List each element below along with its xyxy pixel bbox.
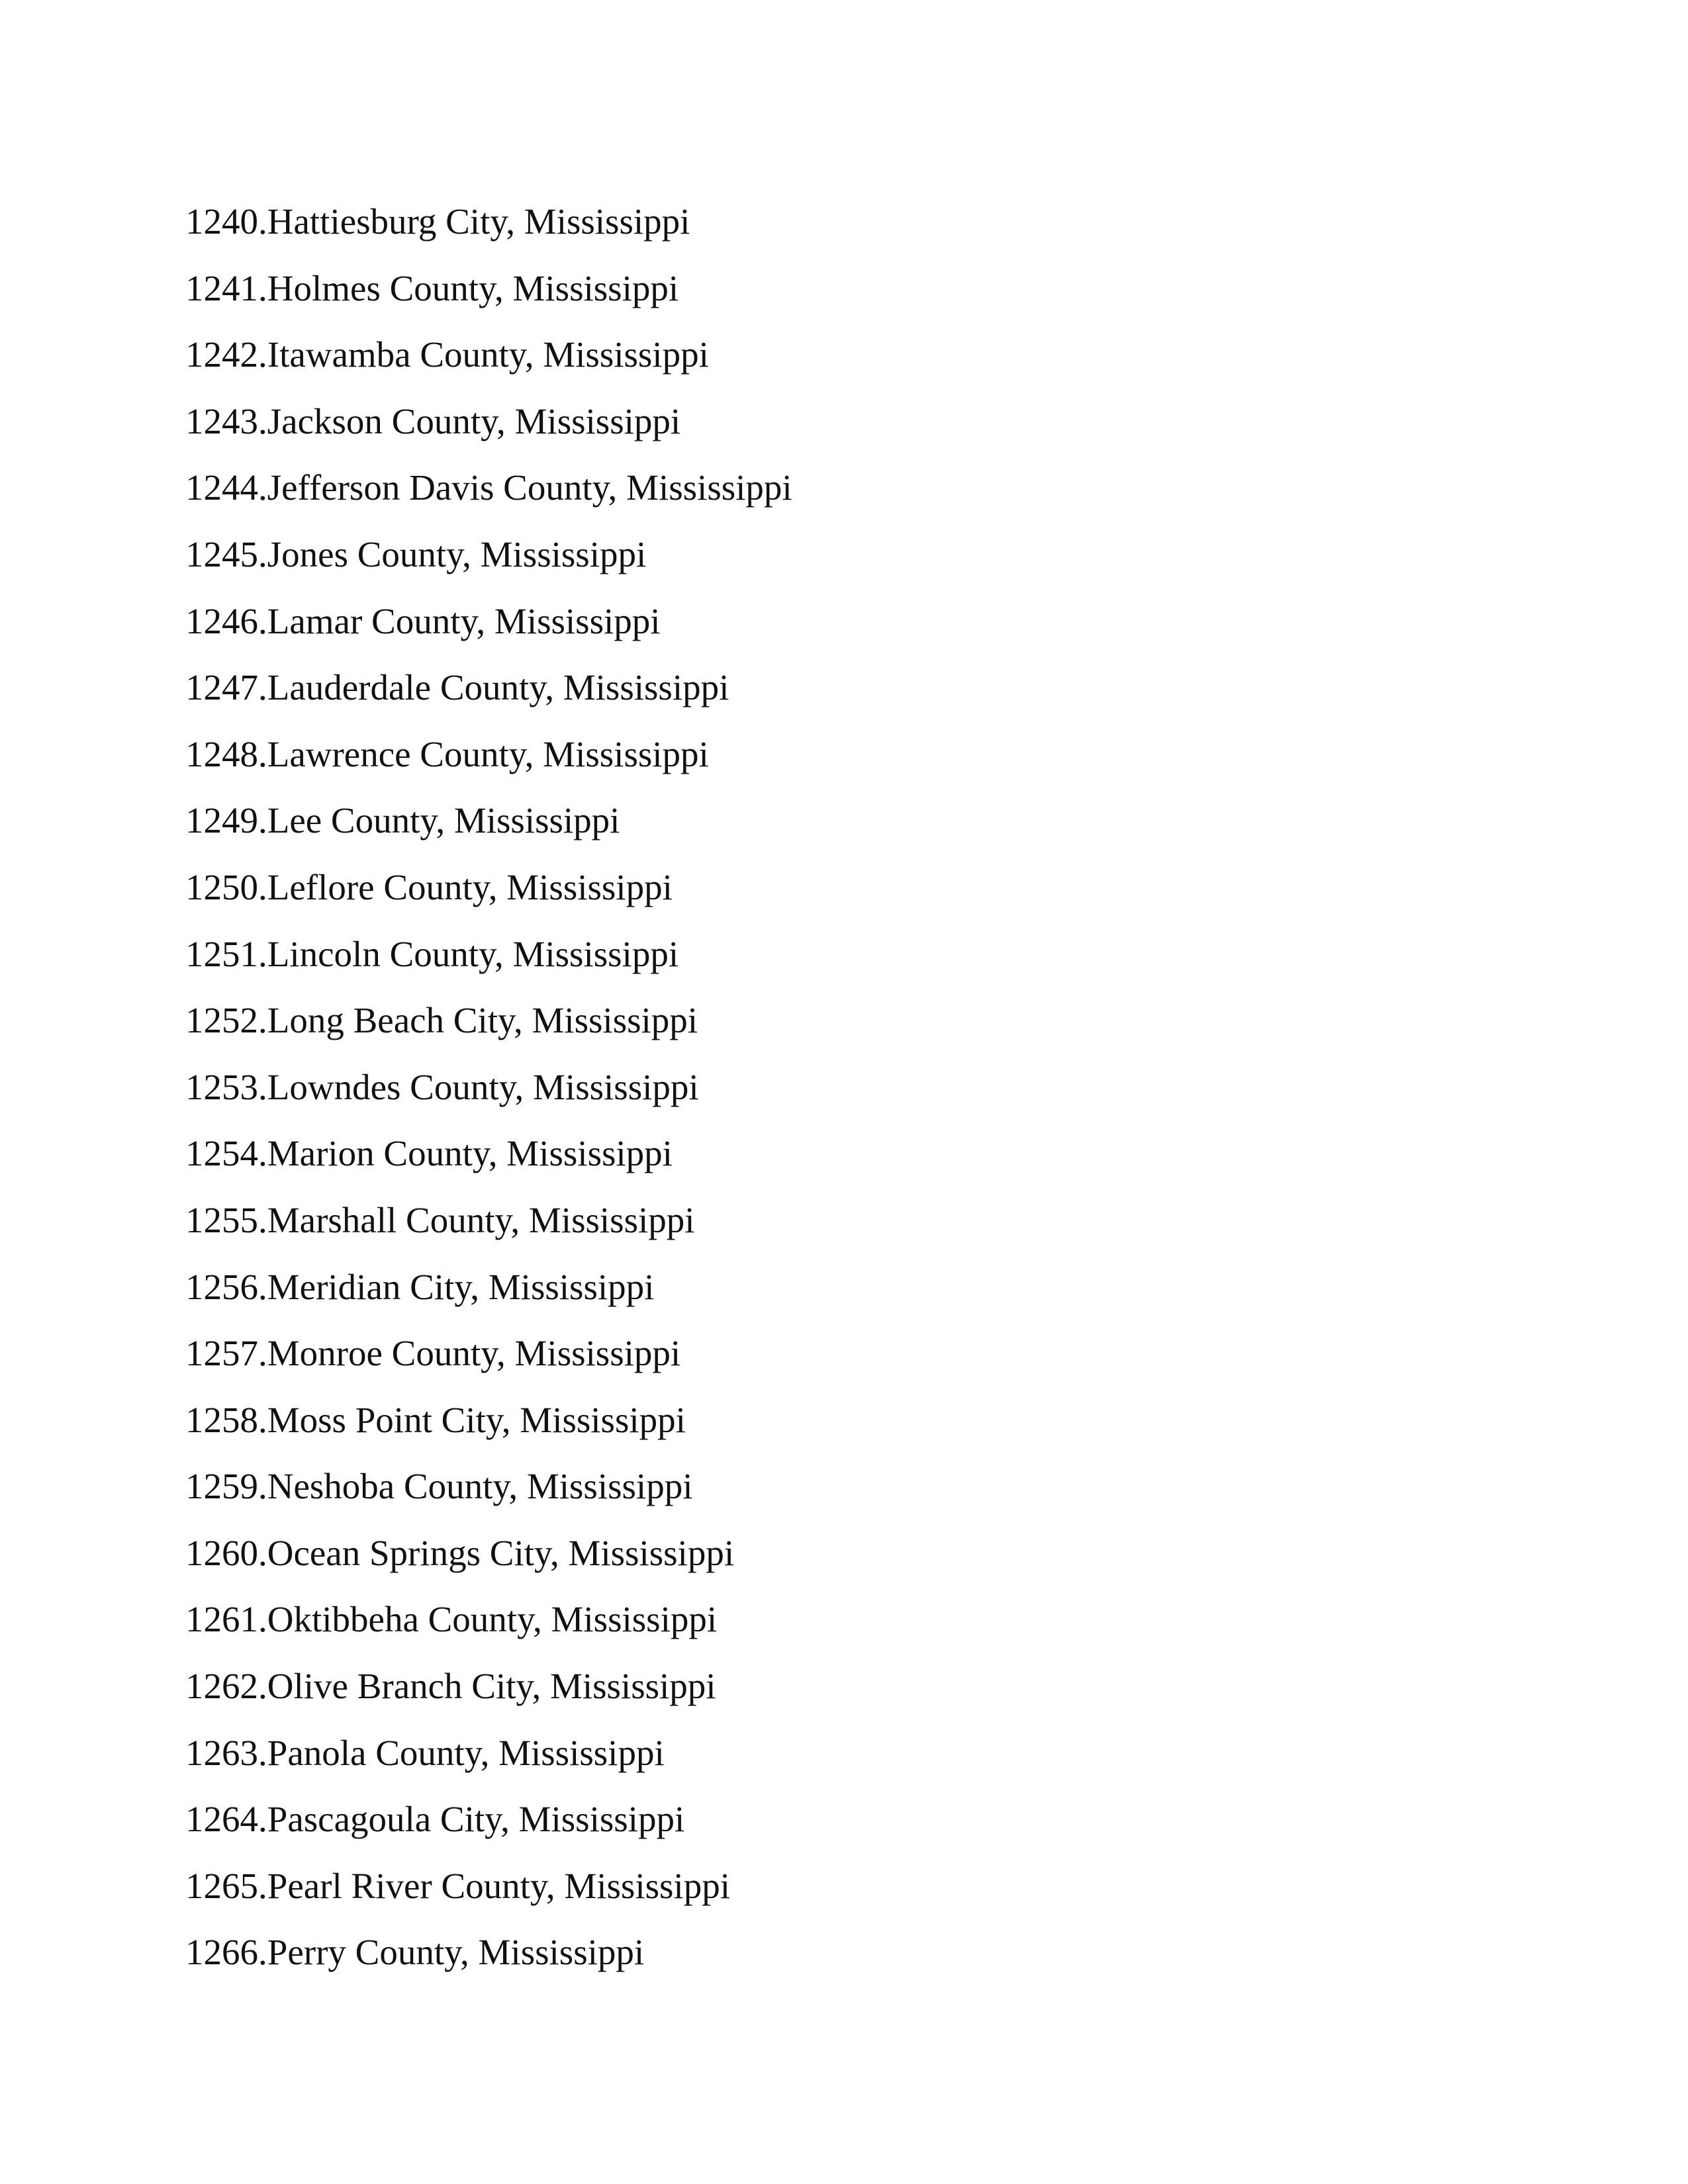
list-item — [185, 1461, 792, 1527]
list-item — [185, 995, 792, 1062]
list-item-name: Jefferson Davis County, Mississippi — [267, 467, 792, 508]
list-item-number: 1244. — [185, 467, 267, 508]
list-item-name: Marshall County, Mississippi — [267, 1199, 695, 1240]
list-item — [185, 1328, 792, 1394]
list-item-name: Meridian City, Mississippi — [267, 1266, 655, 1307]
list-item — [185, 1062, 792, 1128]
list-item-number: 1259. — [185, 1466, 267, 1507]
list-item-number: 1258. — [185, 1399, 267, 1440]
list-item-name: Lowndes County, Mississippi — [267, 1066, 699, 1107]
list-item-number: 1262. — [185, 1666, 267, 1707]
list-item-name: Holmes County, Mississippi — [267, 267, 679, 308]
list-item — [185, 1394, 792, 1461]
list-item-name: Lincoln County, Mississippi — [267, 933, 679, 974]
list-item-name: Marion County, Mississippi — [267, 1133, 673, 1174]
list-item-number: 1245. — [185, 533, 267, 574]
list-item-number: 1251. — [185, 933, 267, 974]
list-item-name: Jackson County, Mississippi — [267, 400, 681, 441]
list-item-number: 1243. — [185, 400, 267, 441]
list-item-name: Long Beach City, Mississippi — [267, 1000, 698, 1041]
list-item-name: Monroe County, Mississippi — [267, 1333, 681, 1374]
list-item — [185, 1661, 792, 1727]
list-item — [185, 329, 792, 396]
list-item-number: 1265. — [185, 1865, 267, 1906]
list-item-number: 1247. — [185, 667, 267, 708]
list-item-number: 1240. — [185, 201, 267, 242]
list-item — [185, 1860, 792, 1927]
list-item — [185, 662, 792, 729]
list-item-name: Moss Point City, Mississippi — [267, 1399, 686, 1440]
list-item-name: Jones County, Mississippi — [267, 533, 647, 574]
list-item — [185, 596, 792, 662]
list-item-name: Lee County, Mississippi — [267, 800, 620, 841]
list-item-name: Pascagoula City, Mississippi — [267, 1799, 685, 1840]
list-item-name: Hattiesburg City, Mississippi — [267, 201, 690, 242]
list-item-number: 1264. — [185, 1799, 267, 1840]
list-item-number: 1242. — [185, 334, 267, 375]
list-item-number: 1250. — [185, 866, 267, 907]
jurisdiction-list — [185, 196, 792, 1993]
list-item-number: 1254. — [185, 1133, 267, 1174]
list-item-number: 1252. — [185, 1000, 267, 1041]
list-item — [185, 795, 792, 862]
list-item — [185, 862, 792, 929]
list-item — [185, 396, 792, 463]
list-item — [185, 1128, 792, 1195]
list-item-number: 1256. — [185, 1266, 267, 1307]
list-item-name: Neshoba County, Mississippi — [267, 1466, 693, 1507]
list-item-number: 1246. — [185, 600, 267, 641]
list-item — [185, 196, 792, 263]
list-item-name: Oktibbeha County, Mississippi — [267, 1599, 718, 1640]
list-item-number: 1249. — [185, 800, 267, 841]
list-item — [185, 1195, 792, 1261]
list-item — [185, 1927, 792, 1993]
list-item — [185, 263, 792, 330]
list-item-number: 1266. — [185, 1932, 267, 1973]
list-item — [185, 1727, 792, 1794]
list-item-number: 1255. — [185, 1199, 267, 1240]
list-item-number: 1248. — [185, 733, 267, 774]
list-item-name: Pearl River County, Mississippi — [267, 1865, 730, 1906]
list-item — [185, 729, 792, 796]
list-item — [185, 1527, 792, 1594]
list-item-name: Leflore County, Mississippi — [267, 866, 673, 907]
list-item-number: 1263. — [185, 1732, 267, 1773]
list-item-name: Panola County, Mississippi — [267, 1732, 665, 1773]
list-item — [185, 1261, 792, 1328]
list-item-number: 1241. — [185, 267, 267, 308]
list-item-number: 1257. — [185, 1333, 267, 1374]
list-item — [185, 929, 792, 995]
list-item-name: Olive Branch City, Mississippi — [267, 1666, 716, 1707]
list-item-name: Itawamba County, Mississippi — [267, 334, 709, 375]
list-item-number: 1253. — [185, 1066, 267, 1107]
list-item-name: Perry County, Mississippi — [267, 1932, 645, 1973]
list-item — [185, 1594, 792, 1661]
list-item-name: Lamar County, Mississippi — [267, 600, 661, 641]
list-item-number: 1260. — [185, 1532, 267, 1573]
list-item-name: Lawrence County, Mississippi — [267, 733, 709, 774]
list-item-name: Ocean Springs City, Mississippi — [267, 1532, 735, 1573]
list-item — [185, 1794, 792, 1860]
list-item-number: 1261. — [185, 1599, 267, 1640]
list-item — [185, 462, 792, 529]
list-item-name: Lauderdale County, Mississippi — [267, 667, 729, 708]
list-item — [185, 529, 792, 596]
